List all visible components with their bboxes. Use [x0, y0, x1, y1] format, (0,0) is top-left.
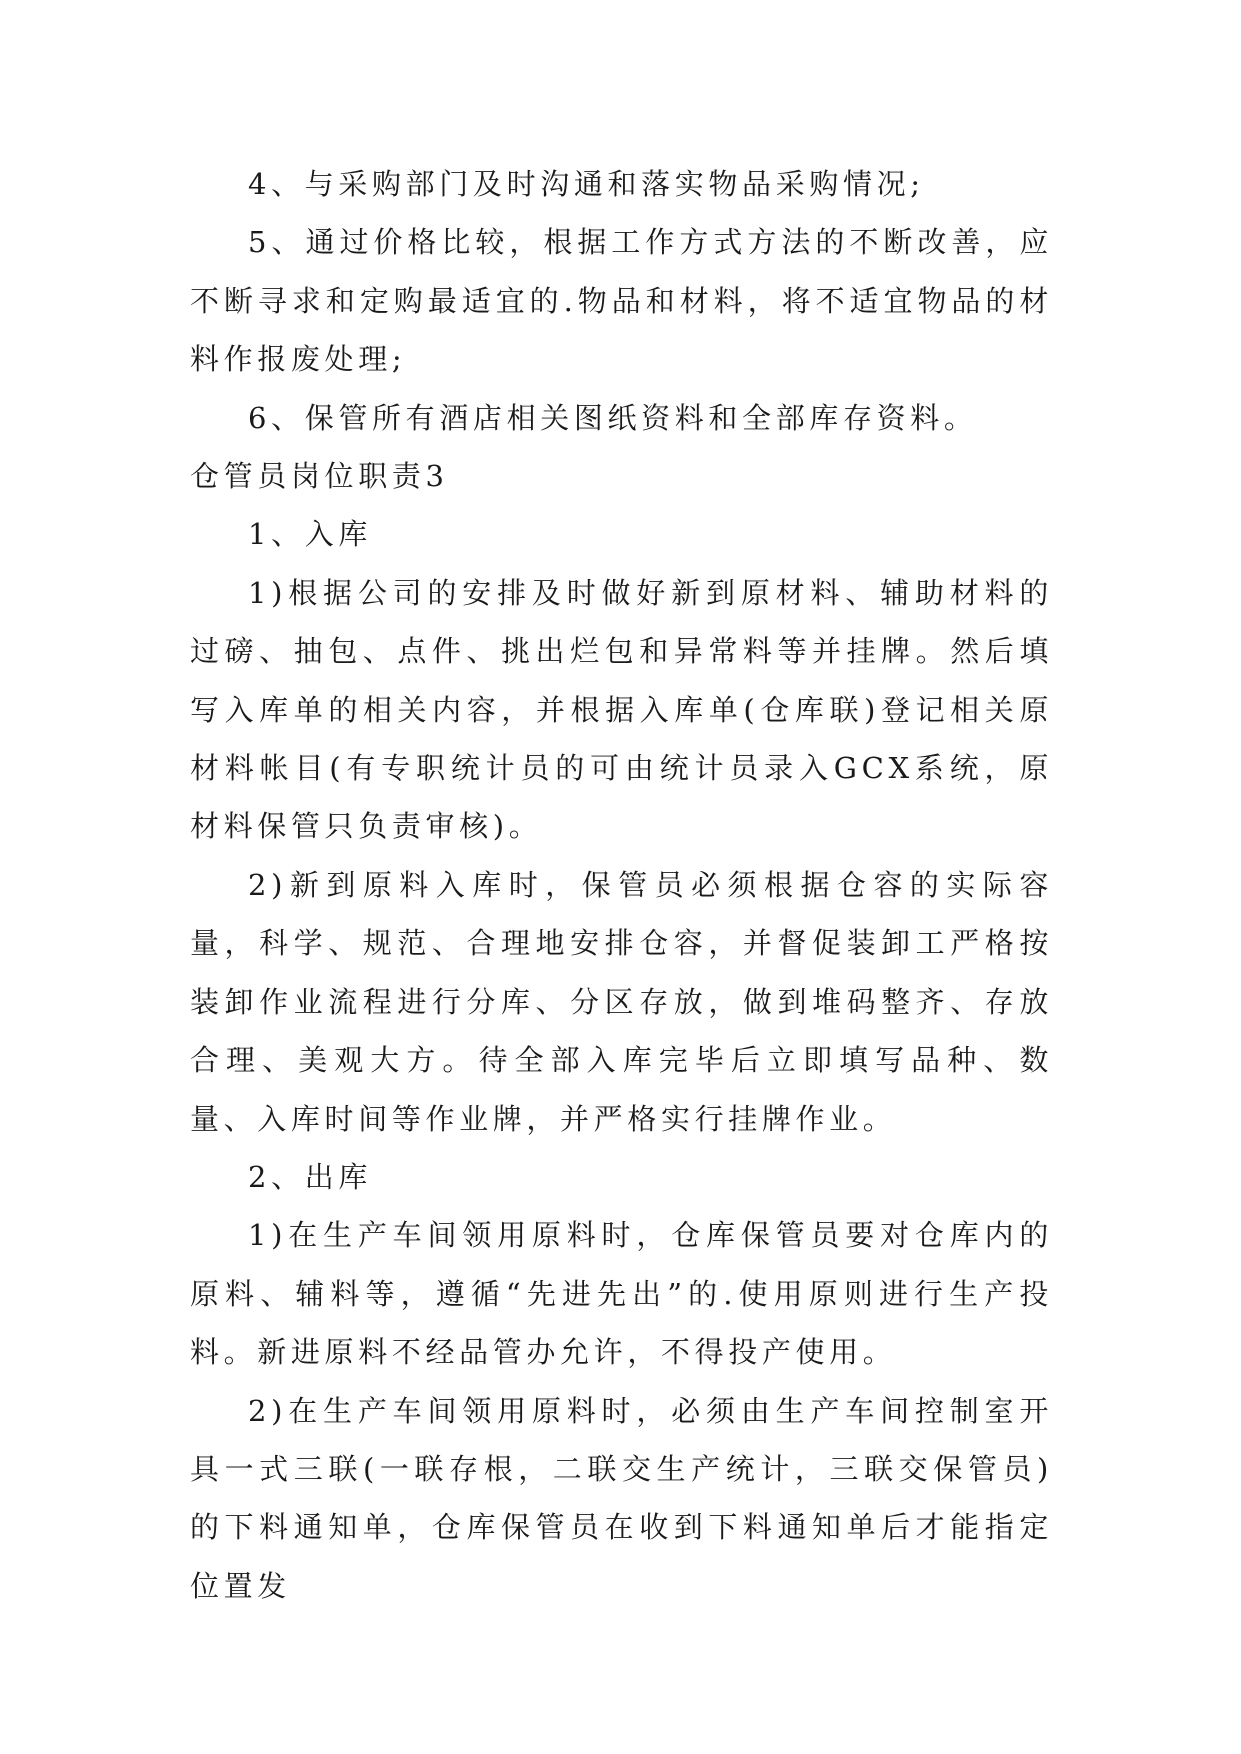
paragraph-inbound-1: 1)根据公司的安排及时做好新到原材料、辅助材料的过磅、抽包、点件、挑出烂包和异常料等并挂牌。然后填写入库单的相关内容，并根据入库单(仓库联)登记相关原材料帐目(有专职统计员的可由统计员录入GCX系统，原材料保管只负责审核)。 — [190, 575, 1053, 844]
paragraph-item-5: 5、通过价格比较，根据工作方式方法的不断改善，应不断寻求和定购最适宜的.物品和材料，将不适宜物品的材料作报废处理; — [190, 225, 1053, 377]
paragraph-inbound-2: 2)新到原料入库时，保管员必须根据仓容的实际容量，科学、规范、合理地安排仓容，并督促装卸工严格按装卸作业流程进行分库、分区存放，做到堆码整齐、存放合理、美观大方。待全部入库完毕后立即填写品种、数量、入库时间等作业牌，并严格实行挂牌作业。 — [190, 867, 1053, 1136]
section-heading: 仓管员岗位职责3 — [190, 459, 449, 494]
subheading-outbound: 2、出库 — [248, 1159, 373, 1194]
document-body — [190, 155, 1053, 1615]
paragraph-outbound-1: 1)在生产车间领用原料时，仓库保管员要对仓库内的原料、辅料等，遵循“先进先出”的.使用原则进行生产投料。新进原料不经品管办允许，不得投产使用。 — [190, 1218, 1053, 1370]
subheading-inbound: 1、入库 — [248, 517, 373, 552]
paragraph-item-6: 6、保管所有酒店相关图纸资料和全部库存资料。 — [248, 400, 978, 435]
paragraph-outbound-2: 2)在生产车间领用原料时，必须由生产车间控制室开具一式三联(一联存根，二联交生产统计，三联交保管员)的下料通知单，仓库保管员在收到下料通知单后才能指定位置发 — [190, 1393, 1053, 1603]
paragraph-item-4: 4、与采购部门及时沟通和落实物品采购情况; — [248, 167, 925, 201]
